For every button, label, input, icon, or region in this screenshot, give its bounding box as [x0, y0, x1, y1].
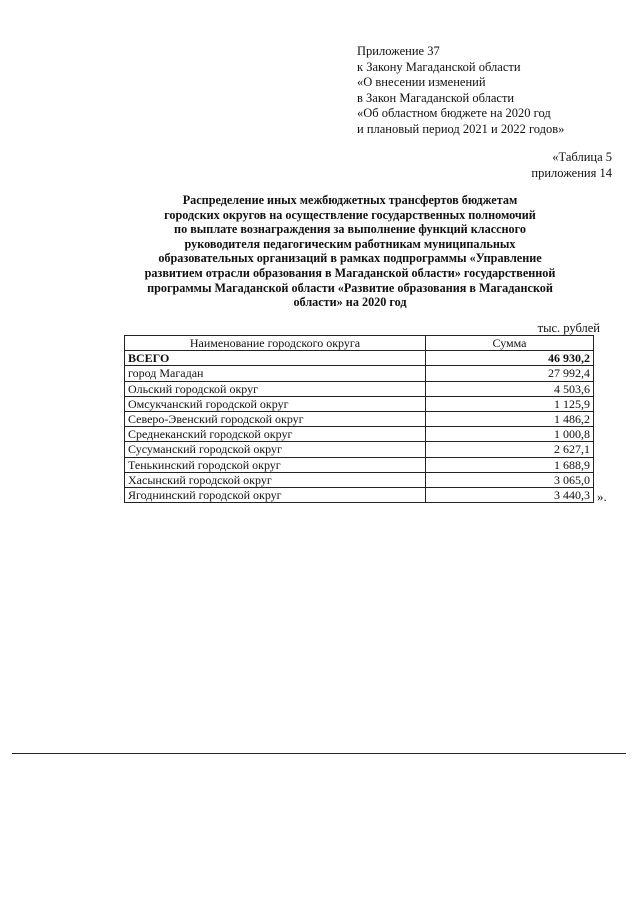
annex-line: «О внесении изменений	[357, 75, 486, 90]
table-row-total	[125, 351, 594, 366]
transfers-table	[124, 335, 594, 503]
annex-line: в Закон Магаданской области	[357, 90, 515, 105]
title-line: Распределение иных межбюджетных трансфертов бюджетам	[182, 193, 518, 207]
table-ref-line: приложения 14	[531, 165, 612, 180]
title-line: по выплате вознаграждения за выполнение функций классного	[174, 222, 526, 237]
district-sum: 1 125,9	[426, 396, 594, 411]
table-ref-line: «Таблица 5	[552, 150, 612, 164]
annex-line: и плановый период 2021 и 2022 годов»	[357, 121, 565, 136]
district-sum: 3 440,3	[426, 487, 594, 502]
district-name: Тенькинский городской округ	[125, 457, 426, 472]
total-value: 46 930,2	[426, 351, 594, 366]
table-reference	[531, 150, 612, 181]
page-divider	[12, 753, 626, 754]
district-name: Среднеканский городской округ	[125, 427, 426, 442]
table-row	[125, 381, 594, 396]
district-sum: 27 992,4	[426, 366, 594, 381]
title-line: руководителя педагогическим работникам муниципальных	[184, 236, 516, 251]
closing-quote-mark: ».	[597, 489, 607, 504]
total-label: ВСЕГО	[125, 351, 426, 366]
title-line: образовательных организаций в рамках подпрограммы «Управление	[158, 251, 542, 266]
table-row	[125, 487, 594, 502]
table-row	[125, 366, 594, 381]
table-header-row	[125, 336, 594, 351]
table-row	[125, 457, 594, 472]
annex-reference	[357, 44, 627, 138]
district-sum: 4 503,6	[426, 381, 594, 396]
table-row	[125, 396, 594, 411]
table-row	[125, 472, 594, 487]
units-label: тыс. рублей	[537, 321, 600, 335]
column-header-name: Наименование городского округа	[125, 336, 426, 351]
district-sum: 2 627,1	[426, 442, 594, 457]
title-line: городских округов на осуществление государственных полномочий	[164, 207, 536, 222]
district-sum: 3 065,0	[426, 472, 594, 487]
annex-line: «Об областном бюджете на 2020 год	[357, 106, 551, 121]
district-name: Северо-Эвенский городской округ	[125, 411, 426, 426]
column-header-sum: Сумма	[426, 336, 594, 351]
table-row	[125, 427, 594, 442]
district-name: Омсукчанский городской округ	[125, 396, 426, 411]
title-line: области» на 2020 год	[293, 295, 407, 310]
district-sum: 1 000,8	[426, 427, 594, 442]
title-line: развитием отрасли образования в Магаданской области» государственной	[144, 265, 556, 280]
annex-line: к Закону Магаданской области	[357, 59, 521, 74]
district-name: Ольский городской округ	[125, 381, 426, 396]
district-name: город Магадан	[125, 366, 426, 381]
table-row	[125, 411, 594, 426]
district-sum: 1 486,2	[426, 411, 594, 426]
district-sum: 1 688,9	[426, 457, 594, 472]
document-title	[96, 193, 604, 310]
table-row	[125, 442, 594, 457]
district-name: Хасынский городской округ	[125, 472, 426, 487]
district-name: Ягоднинский городской округ	[125, 487, 426, 502]
title-line: программы Магаданской области «Развитие образования в Магаданской	[147, 280, 553, 295]
annex-line: Приложение 37	[357, 44, 440, 58]
district-name: Сусуманский городской округ	[125, 442, 426, 457]
